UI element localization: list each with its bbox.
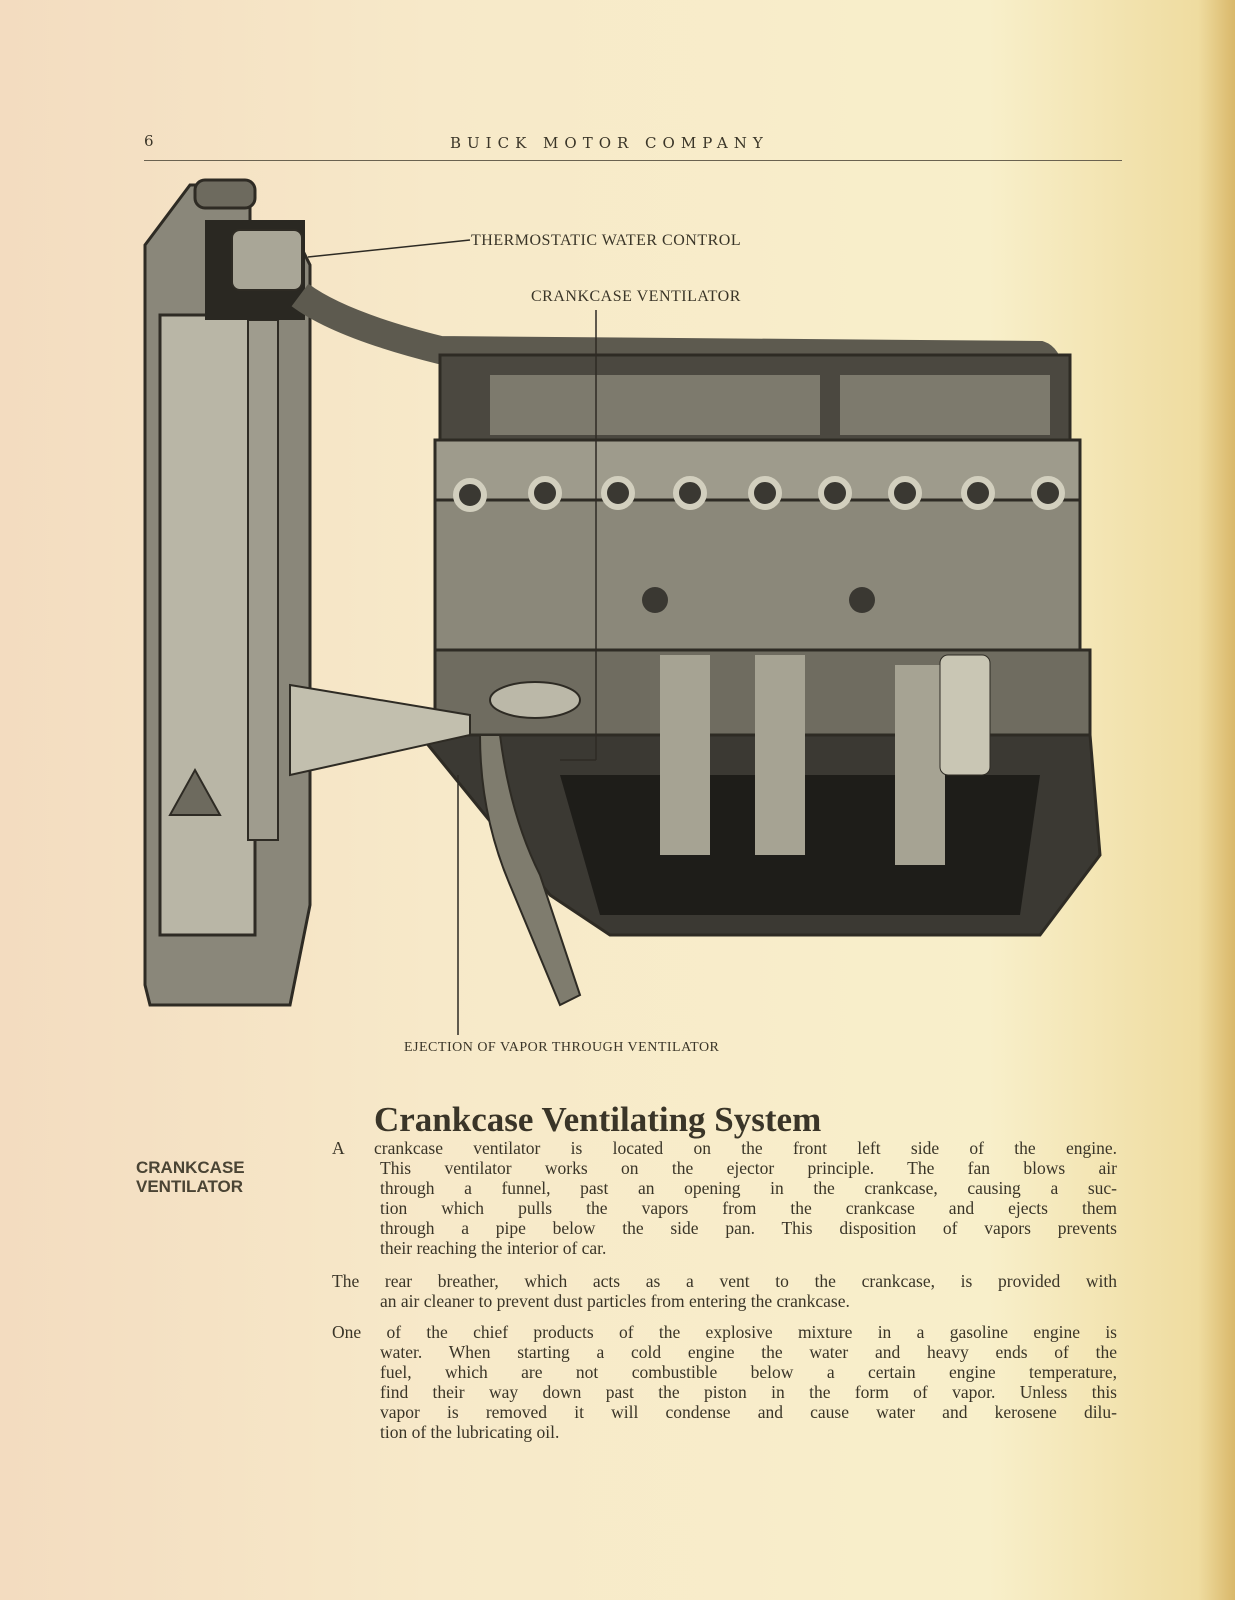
section-title: Crankcase Ventilating System [374,1100,822,1139]
text-line: an air cleaner to prevent dust particles from entering the crankcase. [380,1291,850,1311]
text-line: through a funnel, past an opening in the crankcase, causing a suc- [380,1178,1117,1198]
text-line: through a pipe below the side pan. This disposition of vapors prevents [380,1218,1117,1238]
callout-ejection-of-vapor: EJECTION OF VAPOR THROUGH VENTILATOR [404,1040,720,1055]
paragraph-3 [332,1322,1117,1442]
paragraph-2 [332,1271,1117,1311]
side-heading [136,1158,245,1196]
text-line: their reaching the interior of car. [380,1238,607,1258]
page-number: 6 [144,132,154,150]
running-head: BUICK MOTOR COMPANY [450,134,769,152]
radiator [145,180,310,1005]
text-line: find their way down past the piston in the form of vapor. Unless this [380,1382,1117,1402]
callout-thermostatic-water-control: THERMOSTATIC WATER CONTROL [471,232,742,249]
paragraph-1 [332,1138,1117,1258]
callout-crankcase-ventilator: CRANKCASE VENTILATOR [531,288,741,305]
text-line: This ventilator works on the ejector principle. The fan blows air [380,1158,1117,1178]
header-rule [144,160,1122,161]
text-line: tion of the lubricating oil. [380,1422,560,1442]
text-line: fuel, which are not combustible below a certain engine temperature, [380,1362,1117,1382]
text-line: tion which pulls the vapors from the crankcase and ejects them [380,1198,1117,1218]
side-heading-line: CRANKCASE [136,1158,245,1177]
side-heading-line: VENTILATOR [136,1177,244,1196]
text-line: vapor is removed it will condense and cause water and kerosene dilu- [380,1402,1117,1422]
text-line: The rear breather, which acts as a vent to the crankcase, is provided with [332,1271,1117,1291]
text-line: A crankcase ventilator is located on the front left side of the engine. [332,1138,1117,1158]
text-line: water. When starting a cold engine the water and heavy ends of the [380,1342,1117,1362]
text-line: One of the chief products of the explosive mixture in a gasoline engine is [332,1322,1117,1342]
